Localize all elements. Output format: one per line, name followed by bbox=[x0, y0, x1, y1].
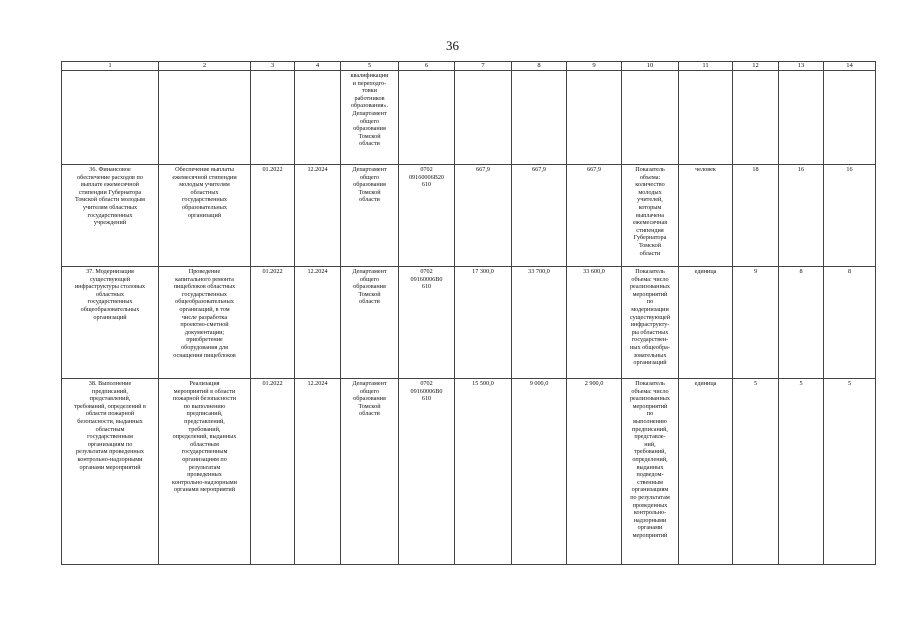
measure-description-cell: Обеспечение выплаты ежемесячной стипендии молодым учителям областных государственных образовательных организаций bbox=[159, 165, 251, 267]
indicator-cell: Показатель объема: число реализованных мероприятий по выполнению предписаний, представле- ний, требований, определений, выданных подведом- ственным организациям по результатам проведенных контрольно- надзорными органами мероприятий bbox=[622, 379, 679, 565]
executor-cell: Департамент общего образования Томской области bbox=[341, 165, 399, 267]
column-header: 7 bbox=[455, 62, 512, 71]
target-value-cell: 5 bbox=[779, 379, 824, 565]
table-cell: квалификации и переподго- товки работников образования». Департамент общего образования Томской области bbox=[341, 71, 399, 165]
table-row-38 bbox=[62, 379, 876, 565]
page-number: 36 bbox=[446, 38, 459, 53]
end-date-cell: 12.2024 bbox=[295, 379, 341, 565]
target-value-cell: 16 bbox=[779, 165, 824, 267]
column-header: 11 bbox=[679, 62, 733, 71]
amount-cell: 33 700,0 bbox=[512, 267, 567, 379]
program-measures-table bbox=[61, 61, 876, 565]
measure-name-cell: 36. Финансовое обеспечение расходов по выплате ежемесячной стипендии Губернатора Томской области молодым учителям областных государственных учреждений bbox=[62, 165, 159, 267]
table-row-continuation bbox=[62, 71, 876, 165]
end-date-cell: 12.2024 bbox=[295, 165, 341, 267]
table-cell bbox=[251, 71, 295, 165]
table-cell bbox=[824, 71, 876, 165]
amount-cell: 15 500,0 bbox=[455, 379, 512, 565]
target-value-cell: 18 bbox=[733, 165, 779, 267]
target-value-cell: 5 bbox=[733, 379, 779, 565]
table-row-37 bbox=[62, 267, 876, 379]
table-cell bbox=[622, 71, 679, 165]
measure-description-cell: Проведение капитального ремонта пищеблоков областных государственных общеобразовательных организаций, в том числе разработка проектно-сметной документации; приобретение оборудования для оснащения пищеблоков bbox=[159, 267, 251, 379]
column-header: 6 bbox=[399, 62, 455, 71]
target-value-cell: 8 bbox=[779, 267, 824, 379]
column-header: 4 bbox=[295, 62, 341, 71]
amount-cell: 33 600,0 bbox=[567, 267, 622, 379]
table-cell bbox=[295, 71, 341, 165]
table-cell bbox=[62, 71, 159, 165]
indicator-cell: Показатель объема: число реализованных мероприятий по модернизации существующей инфраструкту- ры областных государствен- ных общеобра- зовательных организаций bbox=[622, 267, 679, 379]
start-date-cell: 01.2022 bbox=[251, 379, 295, 565]
table-cell bbox=[399, 71, 455, 165]
column-header: 1 bbox=[62, 62, 159, 71]
measure-description-cell: Реализация мероприятий в области пожарной безопасности по выполнению предписаний, представлений, требований, определений, выданных областным государственным организациям по результатам проведенных контрольно-надзорными органами мероприятий bbox=[159, 379, 251, 565]
budget-code-cell: 0702 09160006В20 610 bbox=[399, 165, 455, 267]
column-header: 14 bbox=[824, 62, 876, 71]
executor-cell: Департамент общего образования Томской области bbox=[341, 379, 399, 565]
start-date-cell: 01.2022 bbox=[251, 165, 295, 267]
table-cell bbox=[455, 71, 512, 165]
amount-cell: 2 900,0 bbox=[567, 379, 622, 565]
unit-cell: единица bbox=[679, 379, 733, 565]
unit-cell: единица bbox=[679, 267, 733, 379]
executor-cell: Департамент общего образования Томской области bbox=[341, 267, 399, 379]
amount-cell: 667,9 bbox=[567, 165, 622, 267]
target-value-cell: 9 bbox=[733, 267, 779, 379]
target-value-cell: 16 bbox=[824, 165, 876, 267]
end-date-cell: 12.2024 bbox=[295, 267, 341, 379]
table-cell bbox=[567, 71, 622, 165]
amount-cell: 17 300,0 bbox=[455, 267, 512, 379]
table-row-36 bbox=[62, 165, 876, 267]
column-header: 10 bbox=[622, 62, 679, 71]
budget-code-cell: 0702 09160006В0 610 bbox=[399, 267, 455, 379]
measure-name-cell: 38. Выполнение предписаний, представлений, требований, определений в области пожарной безопасности, выданных областным государственным организациям по результатам проведенных контрольно-надзорными органами мероприятий bbox=[62, 379, 159, 565]
amount-cell: 667,9 bbox=[455, 165, 512, 267]
start-date-cell: 01.2022 bbox=[251, 267, 295, 379]
column-header: 2 bbox=[159, 62, 251, 71]
amount-cell: 667,9 bbox=[512, 165, 567, 267]
column-header: 9 bbox=[567, 62, 622, 71]
column-header: 8 bbox=[512, 62, 567, 71]
table-cell bbox=[733, 71, 779, 165]
table-cell bbox=[512, 71, 567, 165]
column-number-row bbox=[62, 62, 876, 71]
target-value-cell: 8 bbox=[824, 267, 876, 379]
column-header: 3 bbox=[251, 62, 295, 71]
amount-cell: 9 000,0 bbox=[512, 379, 567, 565]
budget-code-cell: 0702 09160006В0 610 bbox=[399, 379, 455, 565]
table-cell bbox=[679, 71, 733, 165]
column-header: 12 bbox=[733, 62, 779, 71]
column-header: 5 bbox=[341, 62, 399, 71]
table-cell bbox=[779, 71, 824, 165]
target-value-cell: 5 bbox=[824, 379, 876, 565]
table-cell bbox=[159, 71, 251, 165]
indicator-cell: Показатель объема: количество молодых учителей, которым выплачена ежемесячная стипендия Губернатора Томской области bbox=[622, 165, 679, 267]
column-header: 13 bbox=[779, 62, 824, 71]
measure-name-cell: 37. Модернизация существующей инфраструктуры столовых областных государственных общеобразовательных организаций bbox=[62, 267, 159, 379]
unit-cell: человек bbox=[679, 165, 733, 267]
